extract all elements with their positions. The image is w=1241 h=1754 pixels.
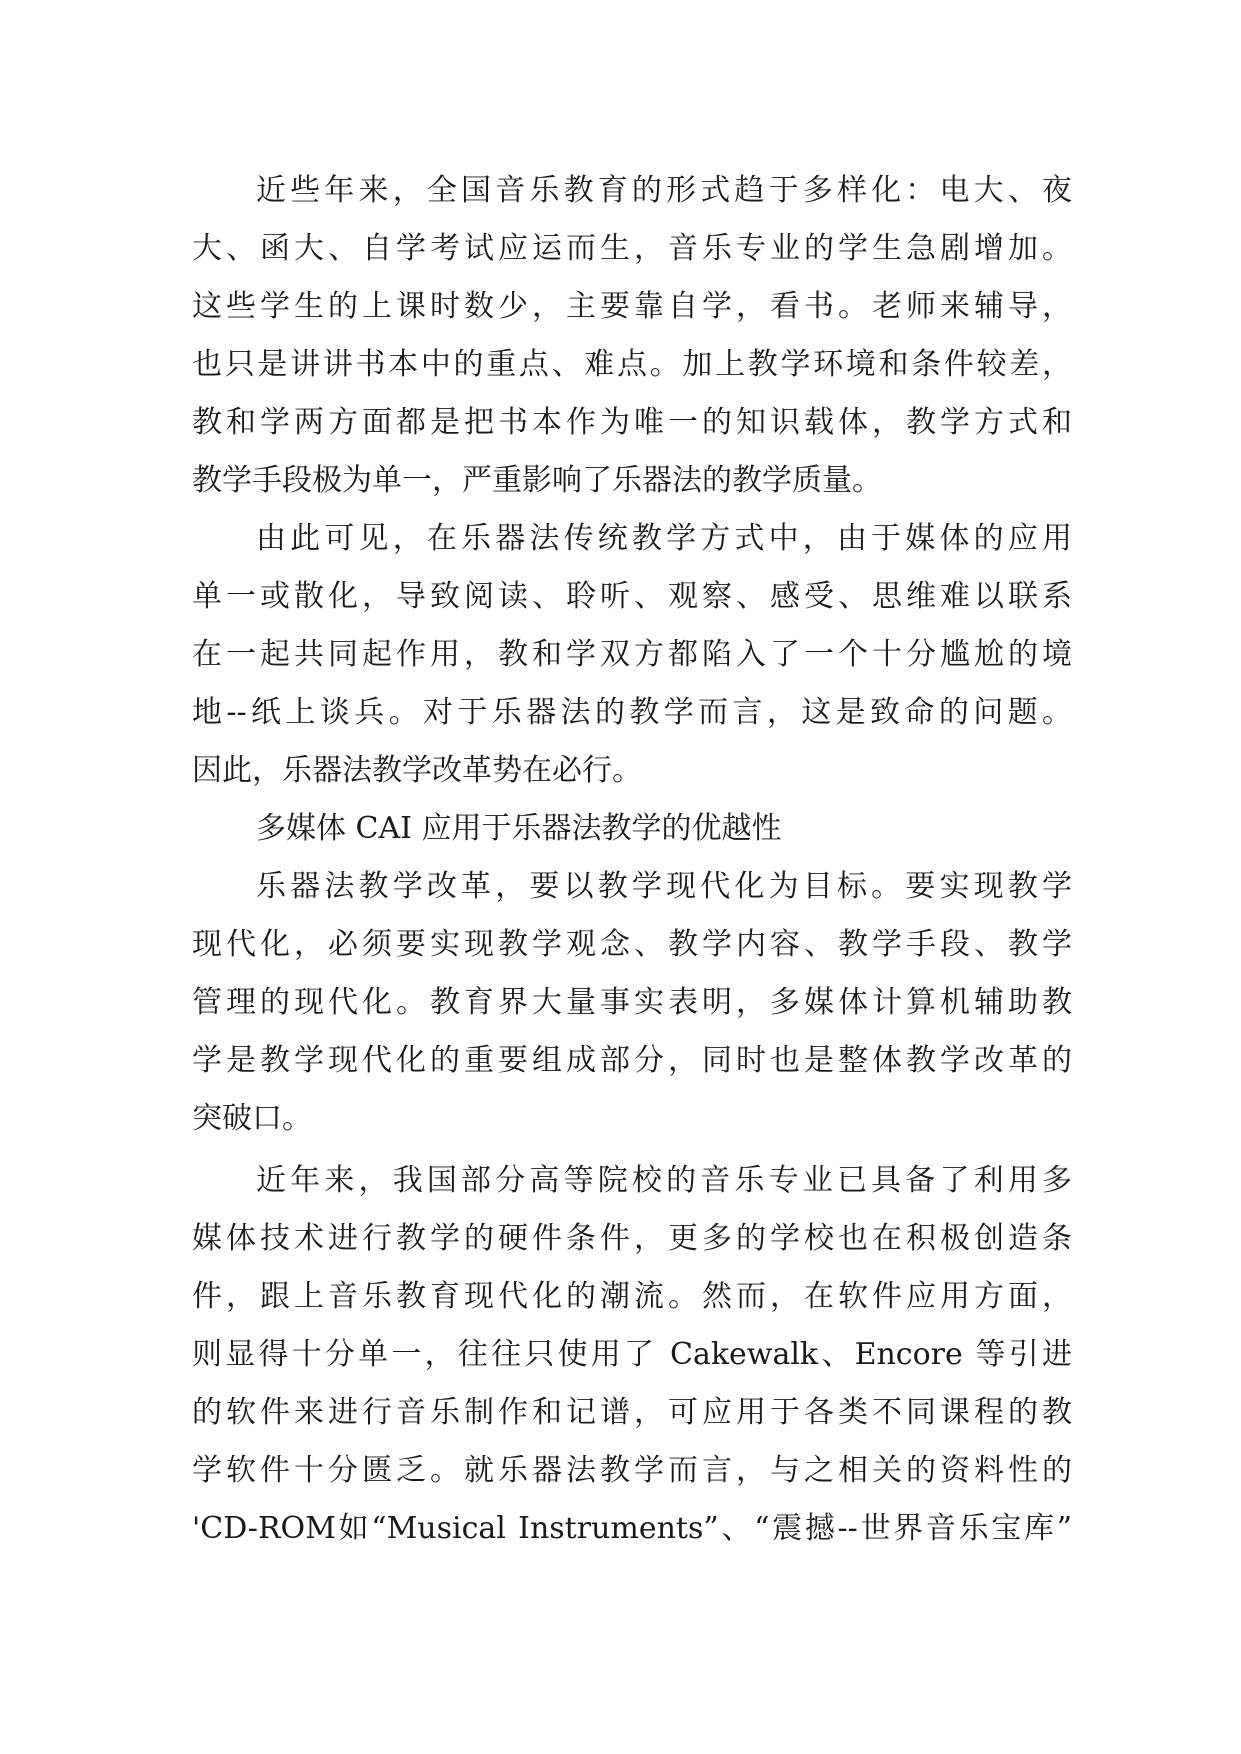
text-line: 这些学生的上课时数少，主要靠自学，看书。老师来辅导， — [192, 289, 1072, 324]
paragraph-1 — [192, 162, 1072, 510]
text-line: 单一或散化，导致阅读、聆听、观察、感受、思维难以联系 — [192, 579, 1072, 614]
text-line: 地--纸上谈兵。对于乐器法的教学而言，这是致命的问题。 — [192, 695, 1072, 730]
text-line: 'CD-ROM如“Musical Instruments”、“震撼--世界音乐宝库” — [192, 1511, 1072, 1546]
text-line: 因此，乐器法教学改革势在必行。 — [192, 753, 642, 788]
text-line: 学软件十分匮乏。就乐器法教学而言，与之相关的资料性的 — [192, 1453, 1072, 1488]
paragraph-4 — [192, 1152, 1072, 1558]
heading-line: 多媒体 CAI 应用于乐器法教学的优越性 — [256, 811, 782, 846]
section-heading — [192, 800, 1072, 858]
text-line: 在一起共同起作用，教和学双方都陷入了一个十分尴尬的境 — [192, 637, 1072, 672]
text-line: 大、函大、自学考试应运而生，音乐专业的学生急剧增加。 — [192, 231, 1072, 266]
text-line: 学是教学现代化的重要组成部分，同时也是整体教学改革的 — [192, 1043, 1072, 1078]
text-line: 则显得十分单一，往往只使用了 Cakewalk、Encore 等引进 — [192, 1337, 1072, 1372]
text-line: 乐器法教学改革，要以教学现代化为目标。要实现教学 — [256, 869, 1072, 904]
text-line: 也只是讲讲书本中的重点、难点。加上教学环境和条件较差， — [192, 347, 1072, 382]
text-line: 由此可见，在乐器法传统教学方式中，由于媒体的应用 — [256, 521, 1072, 556]
text-line: 近些年来，全国音乐教育的形式趋于多样化：电大、夜 — [256, 173, 1072, 208]
text-line: 管理的现代化。教育界大量事实表明，多媒体计算机辅助教 — [192, 985, 1072, 1020]
text-line: 近年来，我国部分高等院校的音乐专业已具备了利用多 — [256, 1163, 1072, 1198]
text-line: 突破口。 — [192, 1101, 312, 1136]
paragraph-2 — [192, 510, 1072, 800]
document-body — [192, 162, 1072, 1558]
text-line: 教和学两方面都是把书本作为唯一的知识载体，教学方式和 — [192, 405, 1072, 440]
text-line: 现代化，必须要实现教学观念、教学内容、教学手段、教学 — [192, 927, 1072, 962]
text-line: 教学手段极为单一，严重影响了乐器法的教学质量。 — [192, 463, 882, 498]
text-line: 件，跟上音乐教育现代化的潮流。然而，在软件应用方面， — [192, 1279, 1072, 1314]
paragraph-3 — [192, 858, 1072, 1148]
text-line: 媒体技术进行教学的硬件条件，更多的学校也在积极创造条 — [192, 1221, 1072, 1256]
text-line: 的软件来进行音乐制作和记谱，可应用于各类不同课程的教 — [192, 1395, 1072, 1430]
